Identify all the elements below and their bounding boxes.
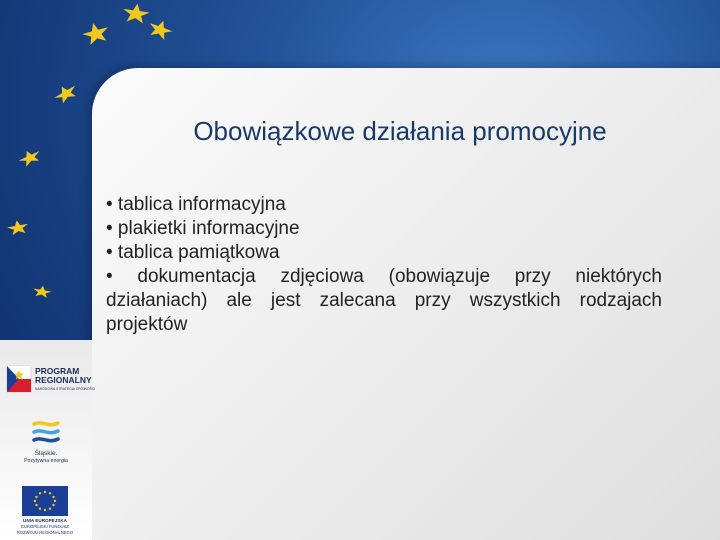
bullet-item: • tablica pamiątkowa (106, 242, 280, 263)
eu-flag-icon (22, 486, 68, 516)
slide-title: Obowiązkowe działania promocyjne (193, 116, 607, 146)
bullet-item: • plakietki informacyjne (106, 218, 300, 239)
bullet-item: • dokumentacja zdjęciowa (obowiązuje przy niektórych działaniach) ale jest zalecana przy wszystkich rodzajach projektów (106, 266, 662, 335)
program-label: PROGRAM (35, 366, 80, 376)
bullet-item: • tablica informacyjna (106, 194, 286, 215)
eu-label: UNIA EUROPEJSKA (23, 518, 67, 523)
slaskie-logo (6, 420, 86, 470)
strategy-label: NARODOWA STRATEGIA SPÓJNOŚCI (35, 387, 96, 391)
eu-fund-label: EUROPEJSKI FUNDUSZ (21, 524, 69, 529)
polish-flag-icon (6, 364, 32, 394)
slaskie-label: Śląskie. (34, 450, 58, 457)
regionalny-label: REGIONALNY (35, 375, 92, 385)
eu-star-icon (6, 219, 29, 236)
eu-star-icon (122, 2, 151, 24)
slaskie-wave-icon (30, 420, 62, 448)
eu-fund-label-2: ROZWOJU REGIONALNEGO (16, 529, 74, 535)
eu-star-icon (17, 146, 43, 168)
program-regionalny-logo (6, 364, 96, 400)
eu-star-icon (146, 17, 175, 42)
eu-star-icon (51, 81, 79, 106)
slaskie-tagline: Pozytywna energia (24, 458, 68, 464)
eu-logo (6, 484, 86, 538)
eu-star-icon (32, 284, 52, 298)
eu-star-icon (80, 20, 111, 46)
bullet-list (106, 193, 662, 337)
